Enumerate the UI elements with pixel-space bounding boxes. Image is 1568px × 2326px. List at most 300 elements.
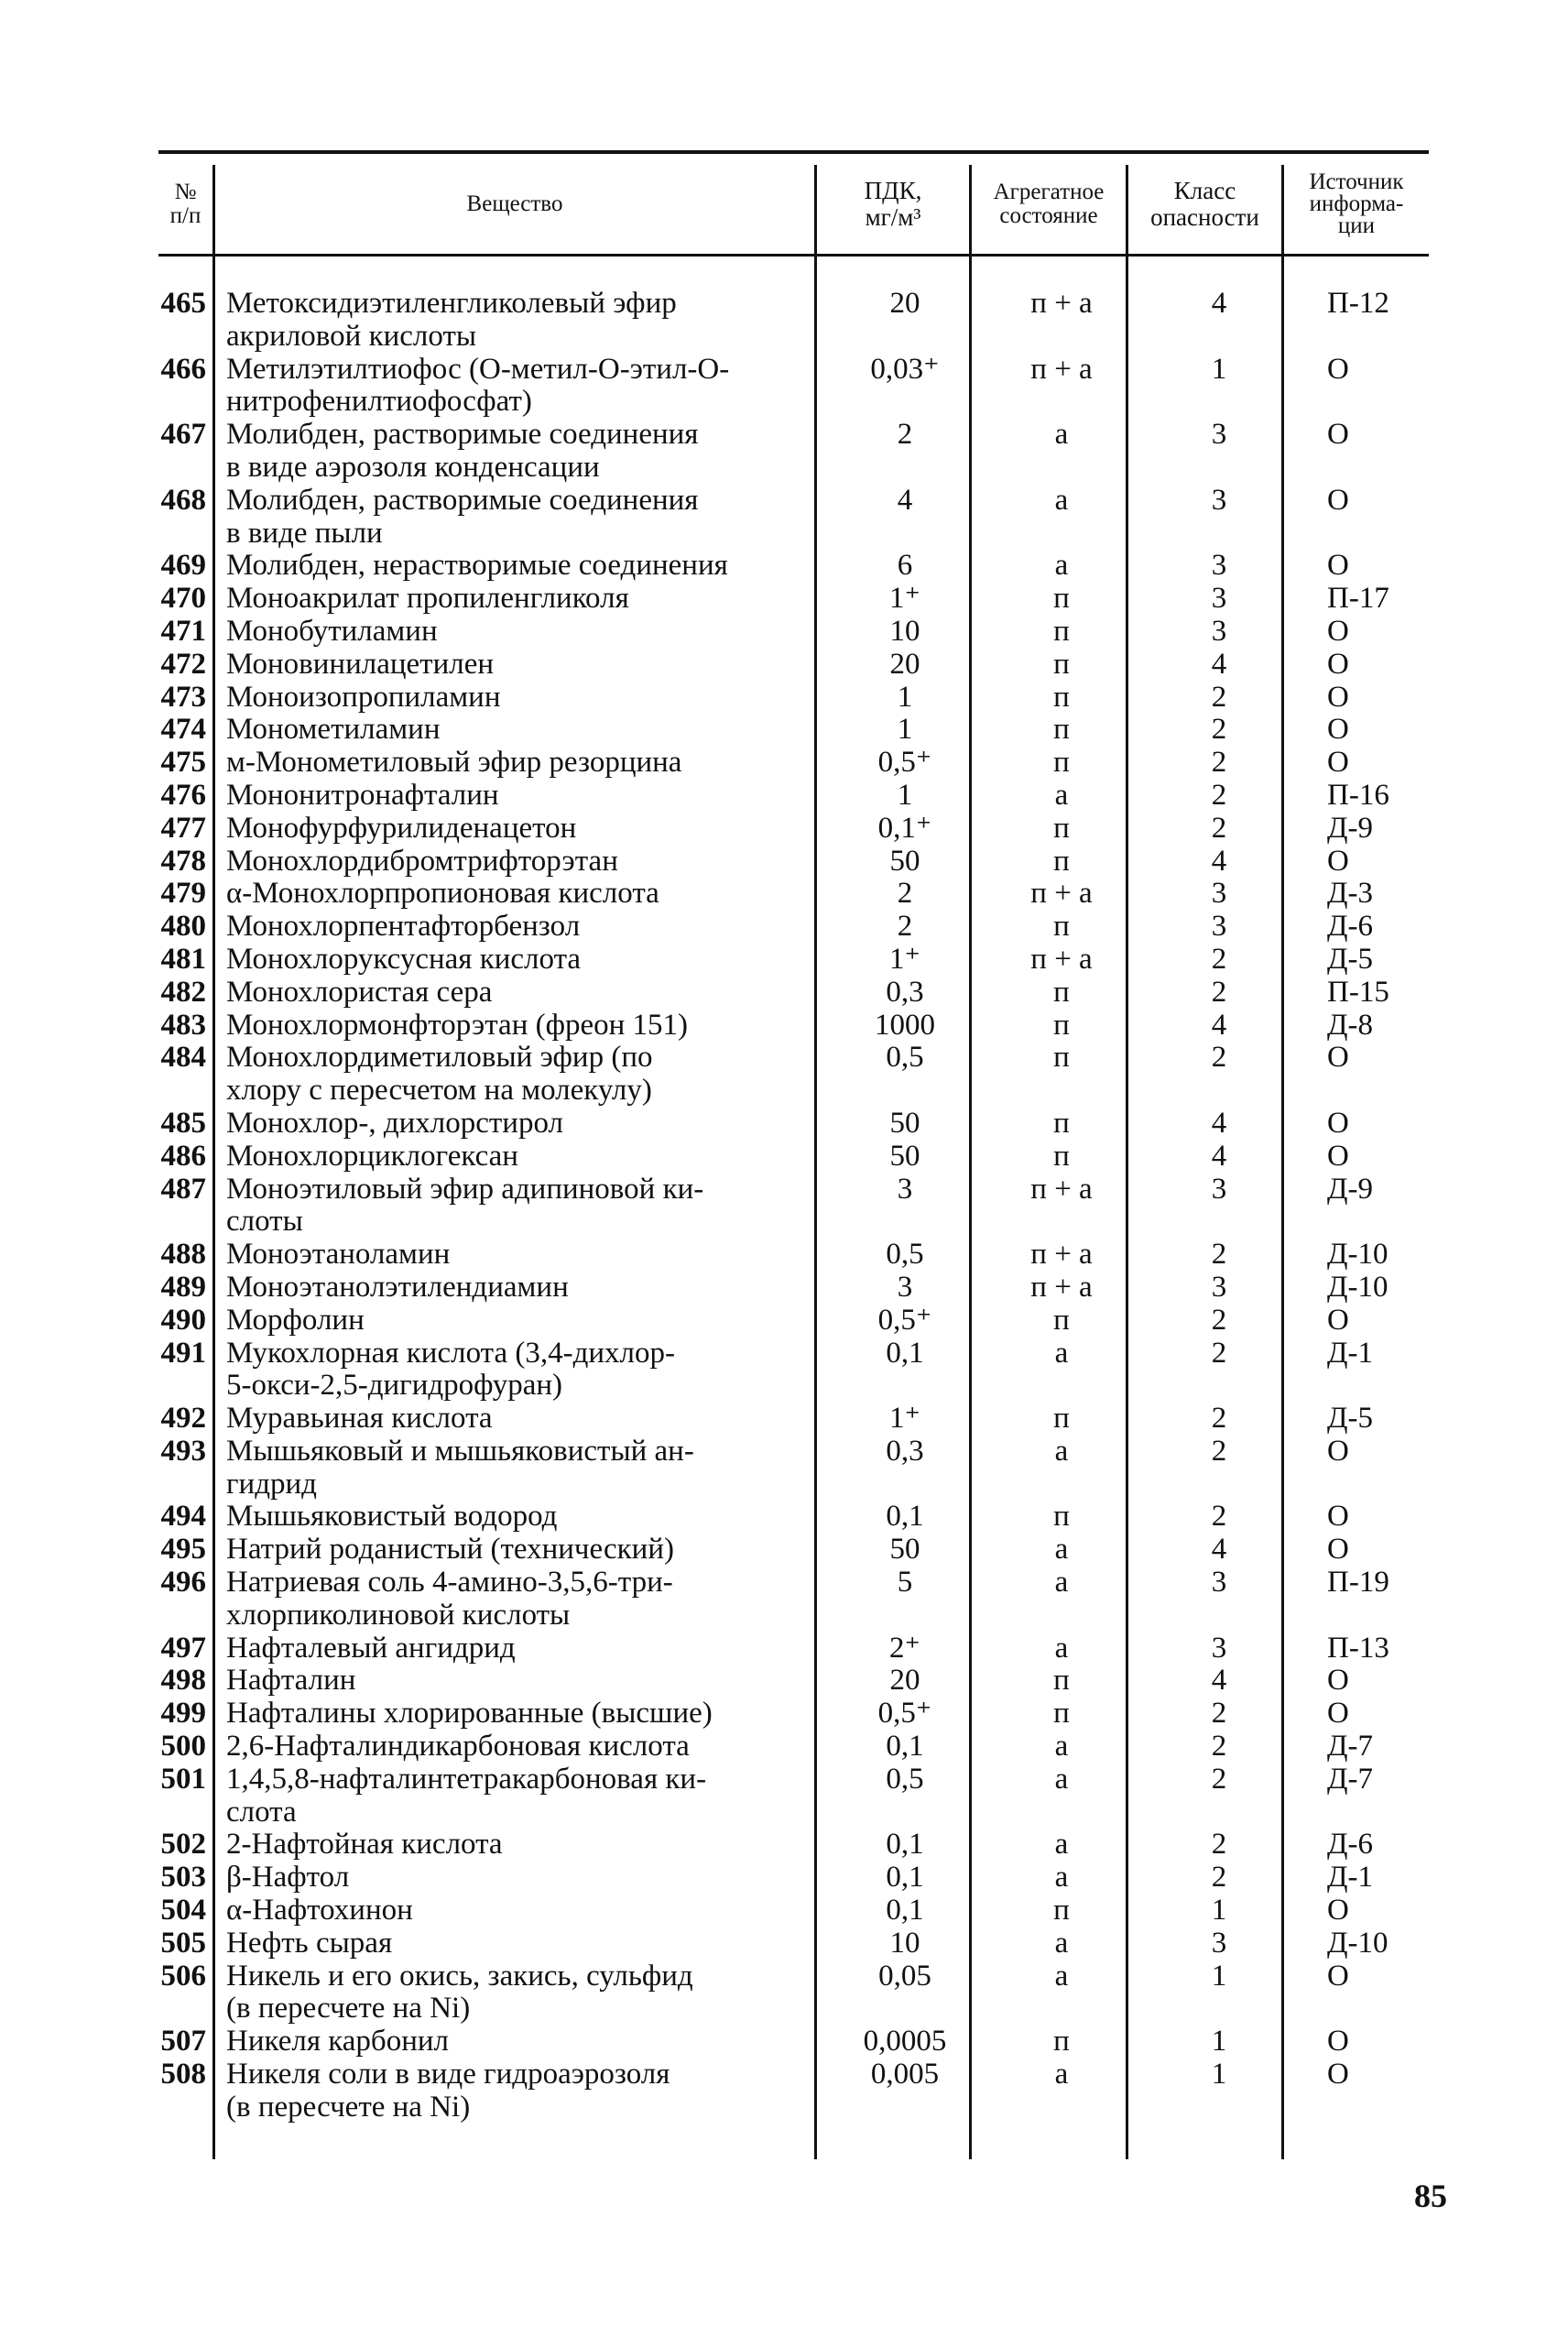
aggregate-state: п [1053, 1500, 1070, 1534]
pdk-value: 20 [889, 647, 920, 681]
information-source: Д-5 [1327, 1402, 1373, 1436]
substance-name: Молибден, нерастворимые соединения [226, 550, 728, 583]
information-source: О [1327, 352, 1349, 386]
substance-name: Моноэтаноламин [226, 1239, 451, 1272]
pdk-value: 50 [889, 1533, 920, 1567]
pdk-value: 20 [889, 287, 920, 320]
substance-name: Монобутиламин [226, 615, 438, 648]
pdk-value: 1000 [875, 1008, 935, 1042]
table-row [158, 944, 1465, 977]
pdk-value: 0,5⁺ [877, 746, 932, 780]
pdk-value: 0,1 [886, 1336, 924, 1370]
pdk-value: 50 [889, 1139, 920, 1173]
hazard-class: 2 [1211, 811, 1227, 845]
aggregate-state: а [1054, 1533, 1069, 1567]
substance-name: α-Нафтохинон [226, 1895, 413, 1927]
row-number: 508 [160, 2058, 206, 2091]
information-source: О [1327, 1303, 1349, 1337]
table-row [158, 878, 1465, 911]
row-number: 469 [160, 549, 206, 583]
aggregate-state: п [1053, 1402, 1070, 1436]
aggregate-state: п + а [1030, 1172, 1093, 1206]
substance-name: Муравьиная кислота [226, 1403, 493, 1436]
pdk-value: 0,5 [886, 1041, 924, 1075]
pdk-value: 0,5 [886, 1238, 924, 1272]
substance-name: Мышьяковистый водород [226, 1501, 558, 1534]
pdk-value: 6 [897, 549, 913, 583]
row-number: 499 [160, 1697, 206, 1731]
pdk-value: 50 [889, 844, 920, 878]
aggregate-state: п [1053, 1697, 1070, 1731]
hazard-class: 2 [1211, 1336, 1227, 1370]
table-row [158, 1927, 1465, 1960]
table-row [158, 419, 1465, 485]
substance-name: 2,6-Нафталиндикарбоновая кислота [226, 1731, 690, 1764]
row-number: 479 [160, 877, 206, 911]
substance-name: Монохлордибромтрифторэтан [226, 845, 618, 878]
pdk-value: 0,005 [870, 2058, 940, 2091]
substance-name: Монохлордиметиловый эфир (по хлору с пересчетом на молекулу) [226, 1042, 653, 1108]
table-row [158, 649, 1465, 682]
information-source: Д-1 [1327, 1861, 1373, 1895]
aggregate-state: п + а [1030, 287, 1093, 320]
information-source: П-19 [1327, 1566, 1389, 1600]
table-row [158, 1567, 1465, 1633]
aggregate-state: п [1053, 713, 1070, 747]
pdk-value: 2⁺ [889, 1631, 920, 1665]
information-source: Д-7 [1327, 1762, 1373, 1796]
hazard-class: 3 [1211, 1926, 1227, 1960]
hazard-class: 2 [1211, 1238, 1227, 1272]
hazard-class: 3 [1211, 1270, 1227, 1304]
pdk-value: 1 [897, 680, 913, 714]
information-source: Д-10 [1327, 1926, 1388, 1960]
information-source: П-16 [1327, 778, 1389, 812]
information-source: Д-7 [1327, 1730, 1373, 1764]
information-source: О [1327, 483, 1349, 517]
table-row [158, 714, 1465, 747]
information-source: П-12 [1327, 287, 1389, 320]
pdk-value: 0,5⁺ [877, 1303, 932, 1337]
table-row [158, 550, 1465, 583]
pdk-value: 2 [897, 418, 913, 452]
hazard-class: 4 [1211, 287, 1227, 320]
hazard-class: 3 [1211, 1566, 1227, 1600]
aggregate-state: п [1053, 2025, 1070, 2058]
pdk-value: 0,1⁺ [877, 811, 932, 845]
pdk-value: 0,5 [886, 1762, 924, 1796]
table-row [158, 780, 1465, 813]
header-bottom-rule [158, 254, 1429, 257]
pdk-value: 50 [889, 1106, 920, 1140]
hazard-class: 3 [1211, 582, 1227, 616]
row-number: 473 [160, 680, 206, 714]
hazard-class: 2 [1211, 746, 1227, 780]
table-row [158, 2058, 1465, 2124]
substance-name: Никель и его окись, закись, сульфид (в пересчете на Ni) [226, 1960, 693, 2026]
substance-name: Моноэтиловый эфир адипиновой ки- слоты [226, 1173, 704, 1239]
substance-name: Мышьяковый и мышьяковистый ан- гидрид [226, 1435, 694, 1501]
table-row [158, 1665, 1465, 1698]
table-row [158, 583, 1465, 616]
aggregate-state: п [1053, 614, 1070, 648]
information-source: О [1327, 1697, 1349, 1731]
information-source: О [1327, 2058, 1349, 2091]
hazard-class: 4 [1211, 844, 1227, 878]
substance-name: Молибден, растворимые соединения в виде аэрозоля конденсации [226, 419, 699, 484]
aggregate-state: а [1054, 1730, 1069, 1764]
information-source: Д-10 [1327, 1270, 1388, 1304]
aggregate-state: а [1054, 1959, 1069, 1993]
substance-name: Монофурфурилиденацетон [226, 812, 577, 845]
hazard-class: 2 [1211, 1730, 1227, 1764]
substance-name: Натрий роданистый (технический) [226, 1534, 674, 1567]
pdk-value: 1 [897, 778, 913, 812]
aggregate-state: а [1054, 549, 1069, 583]
hazard-class: 3 [1211, 1631, 1227, 1665]
row-number: 490 [160, 1303, 206, 1337]
pdk-value: 1⁺ [889, 942, 920, 976]
aggregate-state: а [1054, 1631, 1069, 1665]
table-row [158, 747, 1465, 780]
substance-name: Натриевая соль 4-амино-3,5,6-три- хлорпиколиновой кислоты [226, 1567, 673, 1632]
table-row [158, 288, 1465, 354]
aggregate-state: п [1053, 1664, 1070, 1698]
pdk-value: 0,5⁺ [877, 1697, 932, 1731]
row-number: 487 [160, 1172, 206, 1206]
hazard-class: 2 [1211, 1828, 1227, 1862]
table-row [158, 354, 1465, 420]
table-row [158, 1960, 1465, 2026]
row-number: 488 [160, 1238, 206, 1272]
aggregate-state: п [1053, 647, 1070, 681]
table-row [158, 1731, 1465, 1764]
aggregate-state: а [1054, 778, 1069, 812]
row-number: 491 [160, 1336, 206, 1370]
row-number: 489 [160, 1270, 206, 1304]
pdk-value: 0,3 [886, 975, 924, 1009]
table-row [158, 1272, 1465, 1305]
row-number: 505 [160, 1926, 206, 1960]
pdk-value: 4 [897, 483, 913, 517]
table-row [158, 2026, 1465, 2058]
substance-name: β-Нафтол [226, 1862, 350, 1895]
row-number: 506 [160, 1959, 206, 1993]
hazard-class: 2 [1211, 778, 1227, 812]
row-number: 495 [160, 1533, 206, 1567]
table-row [158, 1042, 1465, 1108]
substance-name: Нафталин [226, 1665, 356, 1698]
table-row [158, 682, 1465, 715]
hazard-class: 2 [1211, 1402, 1227, 1436]
pdk-value: 0,05 [878, 1959, 931, 1993]
substance-name: Никеля карбонил [226, 2026, 450, 2058]
row-number: 484 [160, 1041, 206, 1075]
substance-name: Морфолин [226, 1304, 365, 1337]
information-source: О [1327, 1533, 1349, 1567]
table-row [158, 1764, 1465, 1829]
information-source: О [1327, 680, 1349, 714]
pdk-value: 10 [889, 614, 920, 648]
aggregate-state: п [1053, 1106, 1070, 1140]
aggregate-state: а [1054, 2058, 1069, 2091]
pdk-value: 0,1 [886, 1894, 924, 1927]
substance-name: Молибден, растворимые соединения в виде пыли [226, 484, 699, 550]
pdk-value: 20 [889, 1664, 920, 1698]
pdk-value: 0,1 [886, 1828, 924, 1862]
information-source: О [1327, 844, 1349, 878]
information-source: Д-1 [1327, 1336, 1373, 1370]
hazard-class: 2 [1211, 1861, 1227, 1895]
substance-name: Монохлорциклогексан [226, 1140, 518, 1173]
row-number: 470 [160, 582, 206, 616]
hazard-class: 2 [1211, 975, 1227, 1009]
substance-name: Монохлорпентафторбензол [226, 911, 581, 944]
row-number: 503 [160, 1861, 206, 1895]
table-row [158, 1862, 1465, 1895]
table-row [158, 813, 1465, 846]
hazard-class: 3 [1211, 549, 1227, 583]
hazard-class: 2 [1211, 1041, 1227, 1075]
header-number: № п/п [169, 179, 201, 228]
table-row [158, 1305, 1465, 1338]
aggregate-state: п [1053, 680, 1070, 714]
aggregate-state: п [1053, 746, 1070, 780]
row-number: 482 [160, 975, 206, 1009]
row-number: 471 [160, 614, 206, 648]
substance-name: Никеля соли в виде гидроаэрозоля (в пересчете на Ni) [226, 2058, 670, 2124]
aggregate-state: а [1054, 1566, 1069, 1600]
row-number: 475 [160, 746, 206, 780]
hazard-class: 1 [1211, 352, 1227, 386]
aggregate-state: п [1053, 975, 1070, 1009]
aggregate-state: а [1054, 418, 1069, 452]
pdk-value: 0,1 [886, 1730, 924, 1764]
information-source: Д-5 [1327, 942, 1373, 976]
pdk-value: 1 [897, 713, 913, 747]
information-source: О [1327, 1959, 1349, 1993]
hazard-class: 2 [1211, 942, 1227, 976]
substance-name: Моновинилацетилен [226, 648, 495, 681]
aggregate-state: п [1053, 844, 1070, 878]
row-number: 480 [160, 910, 206, 944]
hazard-class: 2 [1211, 1303, 1227, 1337]
information-source: О [1327, 1500, 1349, 1534]
row-number: 507 [160, 2025, 206, 2058]
table-row [158, 1239, 1465, 1272]
row-number: 481 [160, 942, 206, 976]
aggregate-state: а [1054, 1828, 1069, 1862]
aggregate-state: п + а [1030, 1238, 1093, 1272]
information-source: О [1327, 1664, 1349, 1698]
header-state: Агрегатное состояние [993, 179, 1105, 228]
substance-name: Метилэтилтиофос (О-метил-О-этил-О- нитрофенилтиофосфат) [226, 353, 730, 419]
header-hazard-class: Класс опасности [1150, 176, 1259, 231]
information-source: О [1327, 2025, 1349, 2058]
hazard-class: 2 [1211, 1697, 1227, 1731]
aggregate-state: а [1054, 1861, 1069, 1895]
table-row [158, 1534, 1465, 1567]
information-source: О [1327, 1434, 1349, 1468]
pdk-value: 0,03⁺ [870, 352, 940, 386]
hazard-class: 1 [1211, 1959, 1227, 1993]
pdk-value: 3 [897, 1270, 913, 1304]
row-number: 496 [160, 1566, 206, 1600]
pdk-value: 2 [897, 910, 913, 944]
information-source: Д-8 [1327, 1008, 1373, 1042]
pdk-value: 0,1 [886, 1500, 924, 1534]
substance-name: Монохлормонфторэтан (фреон 151) [226, 1009, 689, 1042]
row-number: 497 [160, 1631, 206, 1665]
page-number: 85 [1414, 2178, 1447, 2214]
hazard-class: 3 [1211, 614, 1227, 648]
table-row [158, 1633, 1465, 1665]
substance-name: Мононитронафталин [226, 779, 499, 812]
row-number: 478 [160, 844, 206, 878]
header-source: Источник информа- ции [1309, 169, 1404, 238]
aggregate-state: а [1054, 1434, 1069, 1468]
table-row [158, 485, 1465, 551]
aggregate-state: а [1054, 1762, 1069, 1796]
pdk-value: 0,3 [886, 1434, 924, 1468]
table-row [158, 1010, 1465, 1043]
substance-name: Монохлоруксусная кислота [226, 943, 582, 976]
hazard-class: 1 [1211, 1894, 1227, 1927]
row-number: 483 [160, 1008, 206, 1042]
hazard-class: 4 [1211, 1664, 1227, 1698]
substance-name: Монохлористая сера [226, 976, 493, 1009]
hazard-class: 4 [1211, 1139, 1227, 1173]
aggregate-state: п [1053, 1041, 1070, 1075]
pdk-value: 0,1 [886, 1861, 924, 1895]
header-substance: Вещество [466, 191, 563, 216]
substance-name: 1,4,5,8-нафталинтетракарбоновая ки- слота [226, 1763, 707, 1829]
pdk-value: 3 [897, 1172, 913, 1206]
row-number: 474 [160, 713, 206, 747]
aggregate-state: а [1054, 1336, 1069, 1370]
hazard-class: 3 [1211, 877, 1227, 911]
aggregate-state: п [1053, 1894, 1070, 1927]
row-number: 500 [160, 1730, 206, 1764]
information-source: О [1327, 418, 1349, 452]
aggregate-state: п + а [1030, 942, 1093, 976]
information-source: Д-9 [1327, 1172, 1373, 1206]
row-number: 498 [160, 1664, 206, 1698]
information-source: П-13 [1327, 1631, 1389, 1665]
aggregate-state: п [1053, 1139, 1070, 1173]
table-row [158, 846, 1465, 879]
table-row [158, 1174, 1465, 1239]
aggregate-state: а [1054, 483, 1069, 517]
substance-name: Моноакрилат пропиленгликоля [226, 583, 629, 616]
information-source: Д-6 [1327, 910, 1373, 944]
substance-name: 2-Нафтойная кислота [226, 1829, 503, 1862]
table-row [158, 1698, 1465, 1731]
information-source: О [1327, 549, 1349, 583]
hazard-class: 1 [1211, 2025, 1227, 2058]
pdk-value: 1⁺ [889, 582, 920, 616]
substance-name: Метоксидиэтиленгликолевый эфир акриловой кислоты [226, 288, 677, 353]
table-row [158, 1403, 1465, 1436]
hazard-class: 3 [1211, 1172, 1227, 1206]
row-number: 477 [160, 811, 206, 845]
hazard-class: 2 [1211, 1762, 1227, 1796]
aggregate-state: а [1054, 1926, 1069, 1960]
information-source: О [1327, 1041, 1349, 1075]
pdk-value: 5 [897, 1566, 913, 1600]
substance-name: Моноизопропиламин [226, 681, 501, 714]
hazard-class: 3 [1211, 418, 1227, 452]
information-source: Д-6 [1327, 1828, 1373, 1862]
information-source: О [1327, 614, 1349, 648]
table-row [158, 977, 1465, 1010]
row-number: 467 [160, 418, 206, 452]
hazard-class: 4 [1211, 1008, 1227, 1042]
table-row [158, 616, 1465, 649]
information-source: О [1327, 1106, 1349, 1140]
pdk-value: 1⁺ [889, 1402, 920, 1436]
information-source: П-17 [1327, 582, 1389, 616]
aggregate-state: п + а [1030, 352, 1093, 386]
row-number: 502 [160, 1828, 206, 1862]
information-source: Д-9 [1327, 811, 1373, 845]
substance-name: м-Монометиловый эфир резорцина [226, 747, 682, 780]
table-row [158, 1436, 1465, 1502]
row-number: 501 [160, 1762, 206, 1796]
hazard-class: 2 [1211, 713, 1227, 747]
row-number: 493 [160, 1434, 206, 1468]
hazard-class: 4 [1211, 1533, 1227, 1567]
hazard-class: 1 [1211, 2058, 1227, 2091]
aggregate-state: п [1053, 1008, 1070, 1042]
substance-name: Монохлор-, дихлорстирол [226, 1107, 563, 1140]
pdk-value: 2 [897, 877, 913, 911]
information-source: Д-10 [1327, 1238, 1388, 1272]
information-source: О [1327, 1894, 1349, 1927]
substance-name: Мукохлорная кислота (3,4-дихлор- 5-окси-2,5-дигидрофуран) [226, 1337, 675, 1403]
header-pdk: ПДК, мг/м³ [864, 176, 922, 231]
row-number: 476 [160, 778, 206, 812]
hazard-class: 2 [1211, 1500, 1227, 1534]
aggregate-state: п [1053, 910, 1070, 944]
substances-table [158, 288, 1465, 2124]
row-number: 504 [160, 1894, 206, 1927]
substance-name: Моноэтанолэтилендиамин [226, 1271, 569, 1304]
substance-name: Нефть сырая [226, 1927, 393, 1960]
information-source: П-15 [1327, 975, 1389, 1009]
information-source: О [1327, 746, 1349, 780]
table-row [158, 1501, 1465, 1534]
information-source: Д-3 [1327, 877, 1373, 911]
information-source: О [1327, 713, 1349, 747]
row-number: 486 [160, 1139, 206, 1173]
row-number: 466 [160, 352, 206, 386]
aggregate-state: п + а [1030, 1270, 1093, 1304]
substance-name: Нафталины хлорированные (высшие) [226, 1698, 713, 1731]
aggregate-state: п + а [1030, 877, 1093, 911]
table-row [158, 911, 1465, 944]
table-row [158, 1895, 1465, 1927]
pdk-value: 10 [889, 1926, 920, 1960]
substance-name: Монометиламин [226, 714, 441, 747]
hazard-class: 2 [1211, 680, 1227, 714]
table-row [158, 1108, 1465, 1141]
row-number: 472 [160, 647, 206, 681]
hazard-class: 4 [1211, 647, 1227, 681]
row-number: 492 [160, 1402, 206, 1436]
pdk-value: 0,0005 [863, 2025, 947, 2058]
table-row [158, 1338, 1465, 1403]
